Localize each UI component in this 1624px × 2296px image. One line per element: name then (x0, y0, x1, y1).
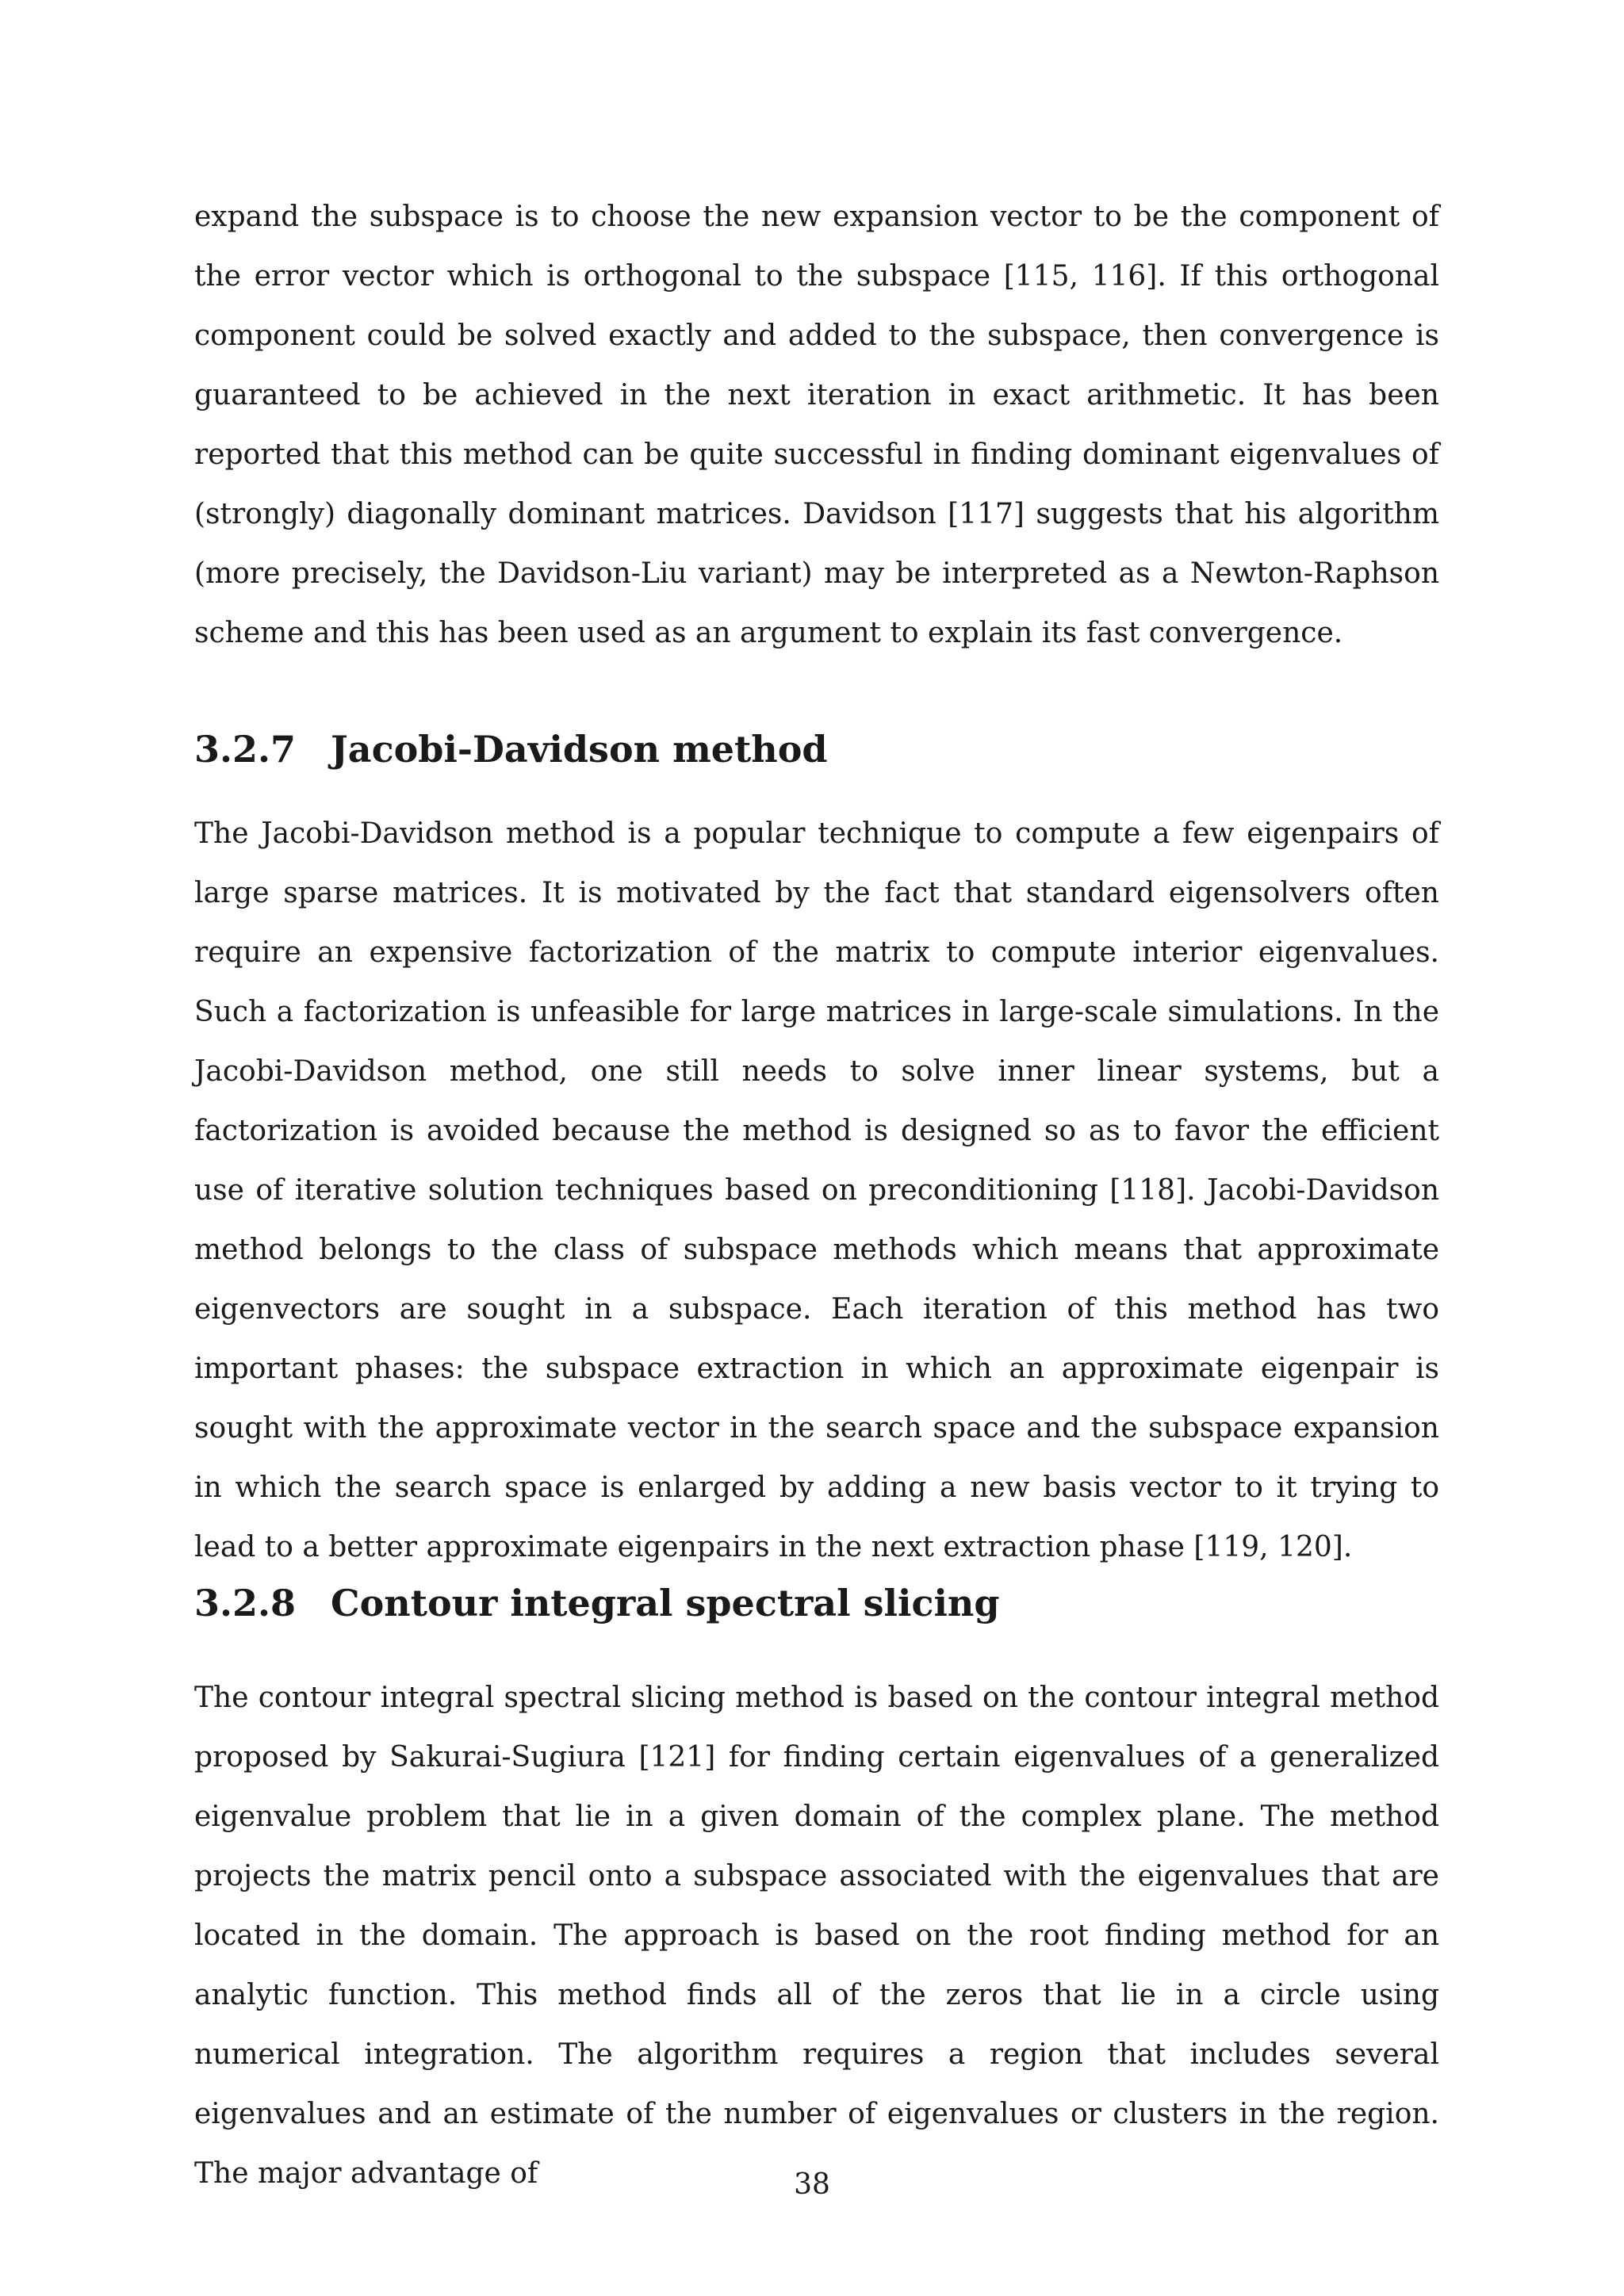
section-heading-3-2-8 (194, 1579, 1000, 1627)
section-title: Contour integral spectral slicing (331, 1582, 1000, 1624)
section-heading-3-2-7 (194, 725, 828, 773)
page-number: 38 (794, 2168, 830, 2201)
section-number: 3.2.7 (194, 728, 297, 771)
paragraph-contour-integral: The contour integral spectral slicing method is based on the contour integral method proposed by Sakurai-Sugiura [121] for finding certain eigenvalues of a generalized eigenvalue problem that lie in a given domain of the complex plane. The method projects the matrix pencil onto a subspace associated with the eigenvalues that are located in the domain. The approach is based on the root finding method for an analytic function. This method finds all of the zeros that lie in a circle using numerical integration. The algorithm requires a region that includes several eigenvalues and an estimate of the number of eigenvalues or clusters in the region. The major advantage of (194, 1682, 1439, 2190)
paragraph-davidson-expansion: expand the subspace is to choose the new expansion vector to be the component of the error vector which is orthogonal to the subspace [115, 116]. If this orthogonal component could be solved exactly and added to the subspace, then convergence is guaranteed to be achieved in the next iteration in exact arithmetic. It has been reported that this method can be quite successful in finding dominant eigenvalues of (strongly) diagonally dominant matrices. Davidson [117] suggests that his algorithm (more precisely, the Davidson-Liu variant) may be interpreted as a Newton-Raphson scheme and this has been used as an argument to explain its fast convergence. (194, 201, 1439, 649)
body-text-block (194, 187, 1439, 663)
body-text-block (194, 1668, 1439, 2203)
section-title: Jacobi-Davidson method (331, 728, 828, 771)
body-text-block (194, 804, 1439, 1577)
paragraph-jacobi-davidson: The Jacobi-Davidson method is a popular technique to compute a few eigenpairs of large sparse matrices. It is motivated by the fact that standard eigensolvers often require an expensive factorization of the matrix to compute interior eigenvalues. Such a factorization is unfeasible for large matrices in large-scale simulations. In the Jacobi-Davidson method, one still needs to solve inner linear systems, but a factorization is avoided because the method is designed so as to favor the efficient use of iterative solution techniques based on preconditioning [118]. Jacobi-Davidson method belongs to the class of subspace methods which means that approximate eigenvectors are sought in a subspace. Each iteration of this method has two important phases: the subspace extraction in which an approximate eigenpair is sought with the approximate vector in the search space and the subspace expansion in which the search space is enlarged by adding a new basis vector to it trying to lead to a better approximate eigenpairs in the next extraction phase [119, 120]. (194, 817, 1439, 1563)
section-number: 3.2.8 (194, 1582, 297, 1624)
